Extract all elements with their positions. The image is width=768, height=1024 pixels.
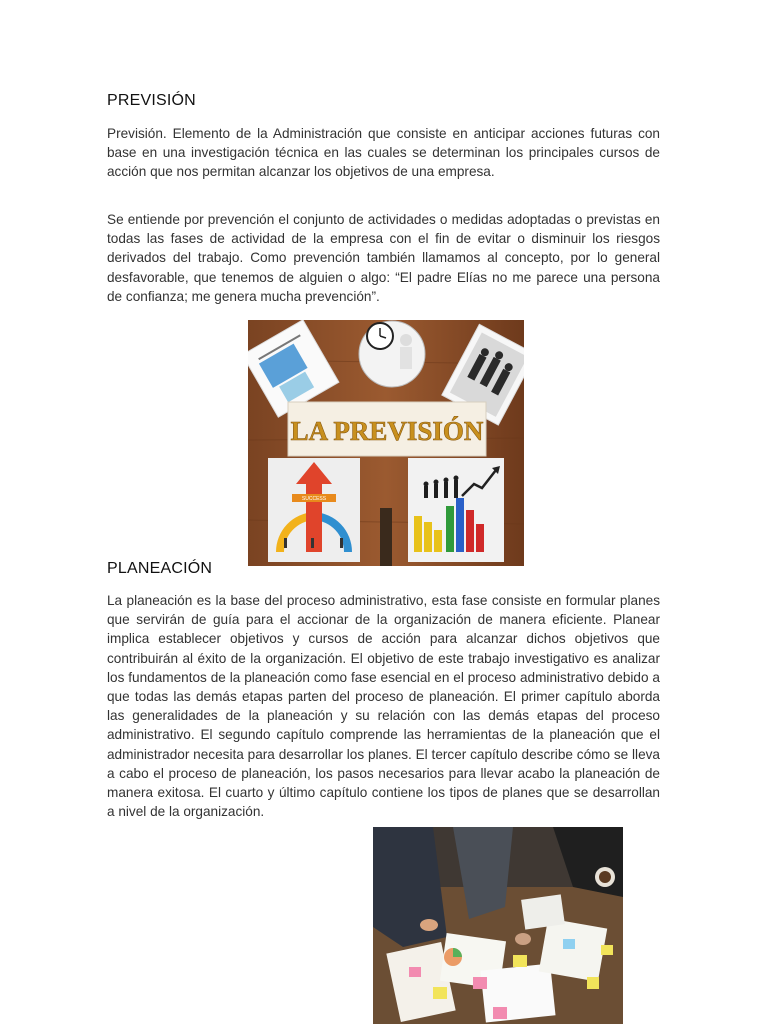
planning-meeting-photo: [373, 827, 623, 1024]
paragraph-planeacion: La planeación es la base del proceso administrativo, esta fase consiste en formular planes que servirán de guía para el accionar de la organización de manera eficiente. Planear implica establecer objetivos y cursos de acción para alcanzar dichos objetivos que contribuirán al éxito de la organización. El objetivo de este trabajo investigativo es analizar los fundamentos de la planeación como fase esencial en el proceso administrativo debido a que todas las demás etapas parten del proceso de planeación. El primer capítulo aborda las generalidades de la planeación y su relación con las demás etapas del proceso administrativo. El segundo capítulo comprende las herramientas de la planeación que el administrador necesita para desarrollar los planes. El tercer capítulo describe cómo se lleva a cabo el proceso de planeación, los pasos necesarios para llevar acabo la planeación de manera exitosa. El cuarto y último capítulo contiene los tipos de planes que se desarrollan a nivel de la organización.: [107, 593, 660, 820]
la-prevision-illustration: [248, 320, 524, 566]
arrow-label: SUCCESS: [301, 496, 327, 502]
paragraph-prevencion: Se entiende por prevención el conjunto de actividades o medidas adoptadas o previstas en todas las fases de actividad de la empresa con el fin de evitar o disminuir los riesgos derivados del trabajo. Como prevención también llamamos al concepto, por lo general desfavorable, que tenemos de alguien o algo: “El padre Elías no me parece una persona de confianza; me genera mucha prevención”.: [107, 212, 660, 304]
section-heading-prevision: PREVISIÓN: [107, 92, 196, 109]
planning-table-scene: [373, 827, 623, 1024]
section-heading-planeacion: PLANEACIÓN: [107, 560, 213, 577]
la-prevision-collage: [248, 320, 524, 566]
hand-right: [515, 933, 531, 945]
paragraph-prevision-definition: Previsión. Elemento de la Administración que consiste en anticipar acciones futuras con base en una investigación técnica en las cuales se determinan los principales cursos de acción que nos permitan alcanzar los objetivos de una empresa.: [107, 126, 660, 180]
banner-text: LA PREVISIÓN: [290, 416, 484, 446]
hand-left: [420, 919, 438, 931]
